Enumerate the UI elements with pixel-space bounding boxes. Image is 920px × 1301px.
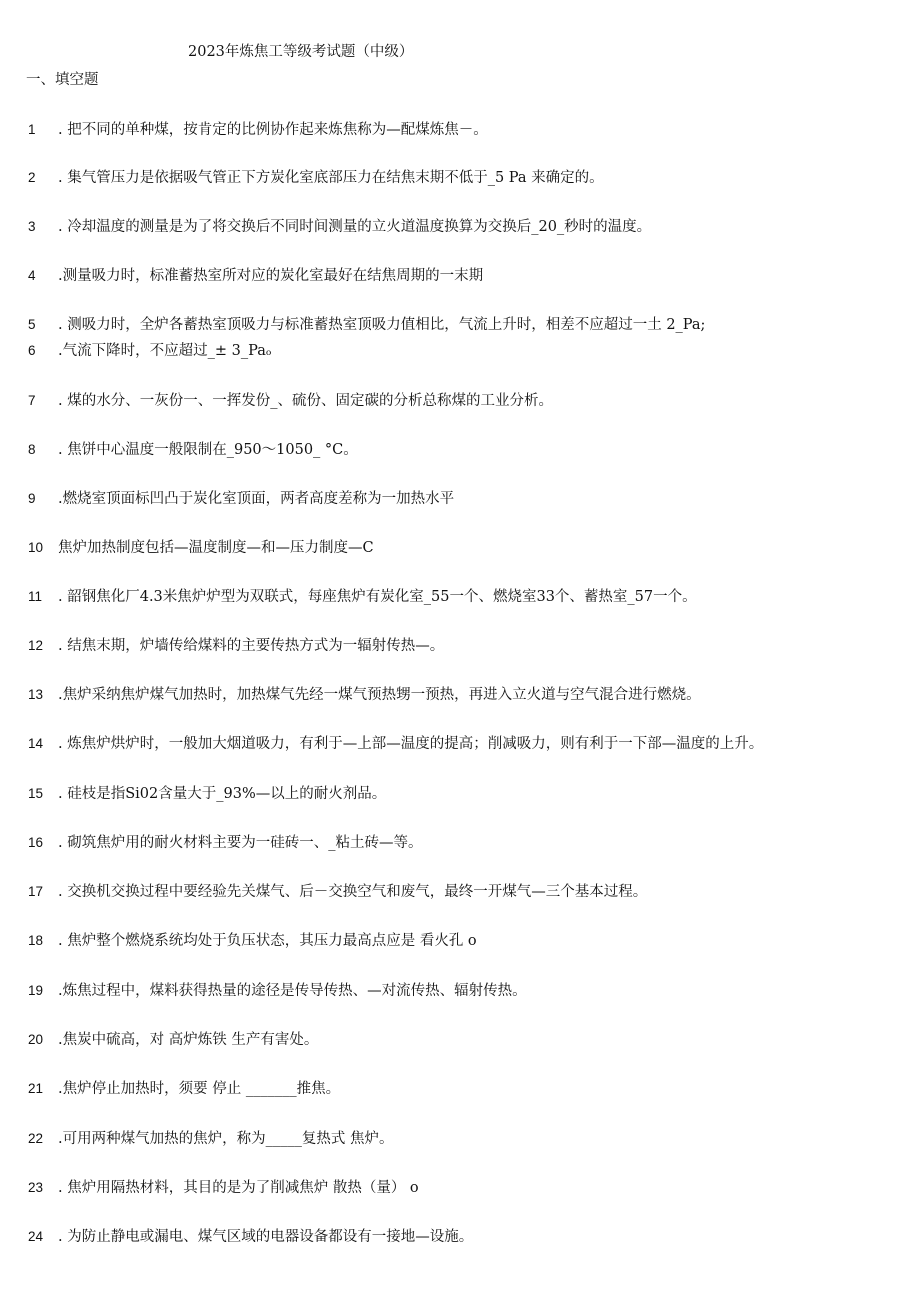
question-number: 21 — [28, 1081, 44, 1096]
question-text: .炼焦过程中，煤料获得热量的途径是传导传热、—对流传热、辐射传热。 — [58, 983, 527, 999]
question-number: 4 — [28, 268, 36, 283]
question-text: . 焦炉整个燃烧系统均处于负压状态，其压力最高点应是 看火孔 o — [58, 933, 477, 949]
question-text: . 韶钢焦化厂4.3米焦炉炉型为双联式，每座焦炉有炭化室_55一个、燃烧室33个、蓄热室_57一个。 — [58, 589, 697, 605]
question-text: . 为防止静电或漏电、煤气区域的电器设备都设有一接地—设施。 — [58, 1229, 474, 1245]
question-number: 18 — [28, 933, 44, 948]
question-number: 1 — [28, 122, 36, 137]
question-text: .测量吸力时，标准蓄热室所对应的炭化室最好在结焦周期的一末期 — [58, 268, 484, 284]
question-number: 17 — [28, 884, 44, 899]
document-title: 2023年炼焦工等级考试题（中级） — [188, 44, 414, 60]
question-text: . 把不同的单种煤，按肯定的比例协作起来炼焦称为—配煤炼焦－。 — [58, 122, 488, 138]
question-number: 11 — [28, 589, 43, 604]
question-text: . 交换机交换过程中要经验先关煤气、后－交换空气和废气，最终一开煤气—三个基本过程。 — [58, 884, 648, 900]
question-text: . 砌筑焦炉用的耐火材料主要为一硅砖一、_粘土砖—等。 — [58, 835, 423, 851]
question-text: . 炼焦炉烘炉时，一般加大烟道吸力，有利于—上部—温度的提高；削减吸力，则有利于一下部—温度的上升。 — [58, 736, 764, 752]
question-number: 9 — [28, 491, 36, 506]
question-number: 2 — [28, 170, 36, 185]
question-number: 23 — [28, 1180, 44, 1195]
section-heading: 一、填空题 — [26, 72, 99, 88]
question-number: 5 — [28, 317, 36, 332]
question-text: . 硅枝是指Si02含量大于_93%—以上的耐火剂品。 — [58, 786, 387, 802]
question-number: 3 — [28, 219, 36, 234]
question-text: .气流下降时，不应超过_± 3_Paₒ — [58, 343, 272, 359]
question-text: . 焦饼中心温度一般限制在_950～1050_ °C。 — [58, 442, 358, 458]
question-number: 19 — [28, 983, 44, 998]
question-text: . 焦炉用隔热材料，其目的是为了削减焦炉 散热（量） o — [58, 1180, 419, 1196]
question-text: .燃烧室顶面标凹凸于炭化室顶面，两者高度差称为一加热水平 — [58, 491, 455, 507]
question-number: 22 — [28, 1131, 44, 1146]
question-text: . 集气管压力是依据吸气管正下方炭化室底部压力在结焦末期不低于_5 Pa 来确定的。 — [58, 170, 604, 186]
question-number: 14 — [28, 736, 44, 751]
question-number: 24 — [28, 1229, 44, 1244]
question-number: 12 — [28, 638, 44, 653]
question-number: 10 — [28, 540, 44, 555]
question-number: 16 — [28, 835, 44, 850]
question-text: . 煤的水分、一灰份一、一挥发份_、硫份、固定碳的分析总称煤的工业分析。 — [58, 393, 553, 409]
question-number: 20 — [28, 1032, 44, 1047]
question-number: 8 — [28, 442, 36, 457]
question-text: .焦炉停止加热时，须要 停止 _______推焦。 — [58, 1081, 341, 1097]
question-text: .可用两种煤气加热的焦炉，称为_____复热式 焦炉。 — [58, 1131, 394, 1147]
question-text: . 测吸力时，全炉各蓄热室顶吸力与标准蓄热室顶吸力值相比，气流上升时，相差不应超过一土 2_Pa; — [58, 317, 706, 333]
question-number: 7 — [28, 393, 36, 408]
question-text: .焦炉采纳焦炉煤气加热时，加热煤气先经一煤气预热甥一预热，再进入立火道与空气混合进行燃烧。 — [58, 687, 701, 703]
question-text: 焦炉加热制度包括—温度制度—和—压力制度—C — [58, 540, 374, 556]
question-number: 15 — [28, 786, 44, 801]
question-number: 6 — [28, 343, 36, 358]
question-text: .焦炭中硫高，对 高炉炼铁 生产有害处。 — [58, 1032, 319, 1048]
question-text: . 冷却温度的测量是为了将交换后不同时间测量的立火道温度换算为交换后_20_秒时的温度。 — [58, 219, 652, 235]
question-text: . 结焦末期，炉墙传给煤料的主要传热方式为一辐射传热—。 — [58, 638, 445, 654]
question-number: 13 — [28, 687, 44, 702]
